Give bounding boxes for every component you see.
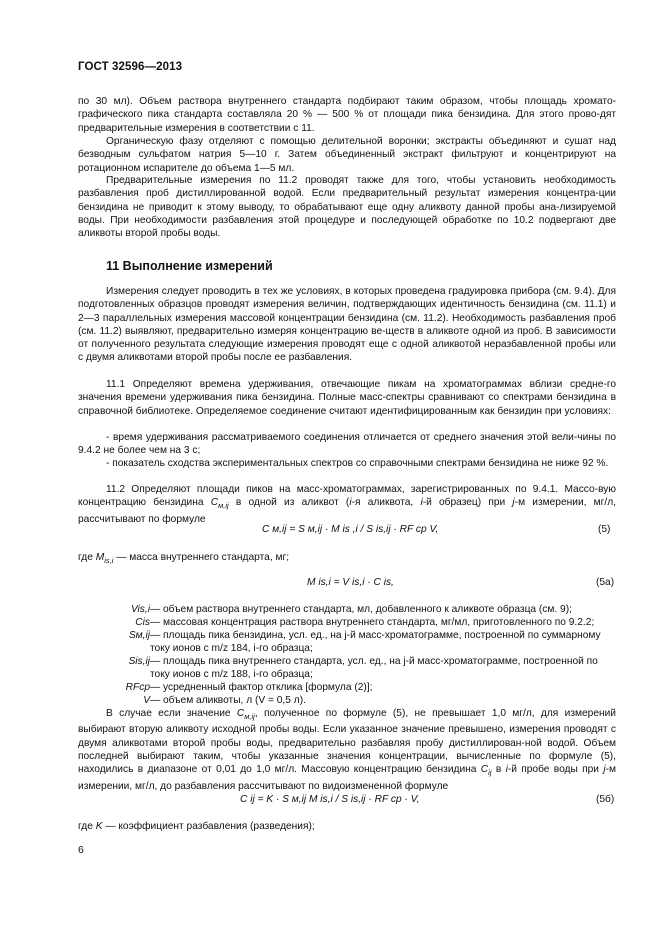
document-header: ГОСТ 32596—2013 <box>78 61 183 73</box>
paragraph-condition-2: - показатель сходства экспериментальных спектров со справочными спектрами бензидина не ниже 92 %. <box>106 458 609 469</box>
definition-s-m: Sм,ij — площадь пика бензидина, усл. ед., на j-й масс-хроматограмме, построенной по суммарному току ионов с m/z 184, i-го образца; <box>128 630 601 655</box>
paragraph-condition-1: - время удерживания рассматриваемого соединения отличается от среднего значения этой вели-чины по 9.4.2 не более чем на 3 с; <box>78 432 616 457</box>
definition-s-is: Sis,ij — площадь пика внутреннего стандарта, усл. ед., на j-й масс-хроматограмме, построенной по току ионов с m/z 188, i-го образца; <box>128 656 598 681</box>
formula-5-number: (5) <box>598 524 611 535</box>
page-number: 6 <box>78 844 84 856</box>
paragraph-continuation: по 30 мл). Объем раствора внутреннего стандарта подбирают таким образом, чтобы площадь хромато-графического пика стандарта составляла 20 % — 500 % от площади пика бензидина. Для этого прово-дят предварительные измерения в соответствии с 11. <box>78 96 616 134</box>
paragraph-11-1: 11.1 Определяют времена удерживания, отвечающие пикам на хроматограммах вблизи средне-го значения времени удерживания пика бензидина. Полные масс-спектры сравнивают со спектрами бензидина в справочной библиотеке. Определяемое соединение считают идентифицированным как бензидин при условиях: <box>78 379 616 417</box>
paragraph-measurements: Измерения следует проводить в тех же условиях, в которых проведена градуировка прибора (см. 9.4). Для подготовленных образцов проводят измерения величин, подтверждающих идентичность бензидина (см. 11.1) и 2—3 параллельных измерения массовой концентрации бензидина (см. 11.2). Необходимость разбавления проб (см. 11.2) выявляют, предварительно измеряя концентрацию ве-ществ в аликвоте одной из проб. В зависимости от полученного результата следующие измерения проводят еще с одной аликвотой неразбавленной пробы или с двумя аликвотами второй пробы после ее разбавления. <box>78 286 616 364</box>
paragraph-preliminary: Предварительные измерения по 11.2 проводят также для того, чтобы установить необходимость разбавления проб дистиллированной водой. Если предварительный результат измерения концентра-ции бензидина не приводит к этому выводу, то обрабатывают еще одну аликвоту данной пробы ана-лизируемой воды. При необходимости разбавления этой процедуре и последующей обработке по 10.2 подвергают две аликвоты второй пробы воды. <box>78 175 616 240</box>
definition-v: V — объем аликвоты, л (V = 0,5 л). <box>143 695 306 706</box>
definition-rf: RFср — усредненный фактор отклика [формула (2)]; <box>125 682 373 693</box>
formula-5b: C ij = K · S м,ij M is,i / S is,ij · RF ср · V, <box>240 794 420 805</box>
section-title: 11 Выполнение измерений <box>106 259 273 273</box>
paragraph-extraction: Органическую фазу отделяют с помощью делительной воронки; экстракты объединяют и сушат над безводным сульфатом натрия 5—10 г. Затем объединенный экстракт фильтруют и концентрируют на ротационном испарителе до объема 1—5 мл. <box>78 136 616 174</box>
formula-5: C м,ij = S м,ij · M is ,i / S is,ij · RF ср V, <box>262 524 439 535</box>
where-clause-2: где K — коэффициент разбавления (разведения); <box>78 821 315 832</box>
paragraph-dilution: В случае если значение $C_{м,ij}$, полученное по формуле (5), не превышает 1,0 мг/л, для измерений выбирают вторую аликвоту исходной пробы воды. Если указанное значение превышено, измерения проводят с двумя аликвотами второй пробы воды, предварительно разбавляя пробу дистиллирован-ной водой. Объем последней выбирают таким, чтобы указанные значения концентрации, вычисленные по формуле (5), находились в диапазоне от 0,01 до 1,0 мг/л. Массовую концентрацию бензидина $C_{ij}$ в i-й пробе воды при j-м измерении, мг/л, до разбавления рассчитывают по видоизмененной формуле <box>78 708 616 792</box>
definition-c-is: Cis — массовая концентрация раствора внутреннего стандарта, мг/мл, приготовленного по 9.2.2; <box>135 617 595 628</box>
where-clause-1: где $M_{is,i}$ — масса внутреннего стандарта, мг; <box>78 552 290 566</box>
formula-5b-number: (5б) <box>596 794 615 805</box>
definition-v-is: Vis,i — объем раствора внутреннего стандарта, мл, добавленного к аликвоте образца (см. 9); <box>130 604 572 615</box>
formula-5a: M is,i = V is,i · C is, <box>307 577 394 588</box>
paragraph-11-2: 11.2 Определяют площади пиков на масс-хроматограммах, зарегистрированных по 9.4.1. Массо-вую концентрацию бензидина $C_{м,ij}$ в одной из аликвот (i-я аликвота, i-й образец) при j-м измерении, мг/л, рассчитывают по формуле <box>78 484 616 525</box>
formula-5a-number: (5a) <box>596 577 615 588</box>
